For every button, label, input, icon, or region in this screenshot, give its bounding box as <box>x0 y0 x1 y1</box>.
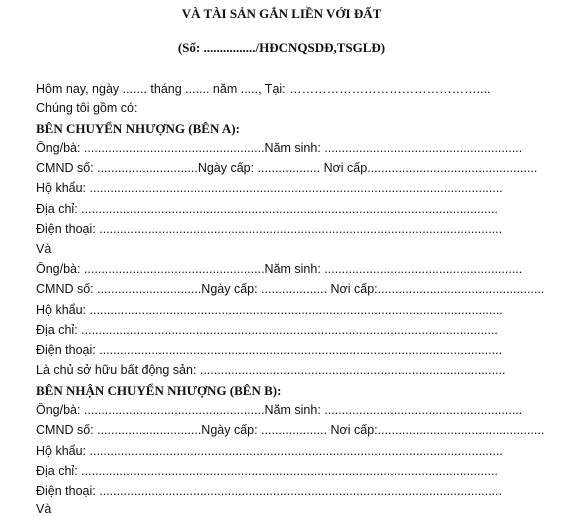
party-a-person1-phone: Điện thoại: .................................................................................................................... <box>36 222 503 236</box>
party-b-person1-id: CMND số: ..............................Ngày cấp: ................... Nơi cấp:................................................ <box>36 423 545 437</box>
party-a-and: Và <box>36 242 52 256</box>
party-a-person2-id: CMND số: ..............................Ngày cấp: ................... Nơi cấp:................................................ <box>36 282 545 296</box>
party-a-person1-address: Địa chỉ: ........................................................................................................................ <box>36 202 498 216</box>
party-a-owner-line: Là chủ sở hữu bất động sản: ........................................................................................ <box>36 363 506 377</box>
parties-intro: Chúng tôi gồm có: <box>36 101 138 115</box>
party-a-person1-name: Ông/bà: ....................................................Năm sinh: ......................................................... <box>36 141 523 155</box>
party-b-heading: BÊN NHẬN CHUYỂN NHƯỢNG (BÊN B): <box>36 383 282 398</box>
date-place-line: Hôm nay, ngày ....... tháng ....... năm ....., Tại: ……………………………………….... <box>36 82 491 96</box>
party-a-person1-household: Hộ khẩu: ....................................................................................................................... <box>36 181 503 195</box>
party-b-person1-phone: Điện thoại: .................................................................................................................... <box>36 484 503 498</box>
party-b-person1-household: Hộ khẩu: ....................................................................................................................... <box>36 444 503 458</box>
party-a-person2-phone: Điện thoại: .................................................................................................................... <box>36 343 503 357</box>
contract-number: (Số: ................/HĐCNQSDĐ,TSGLĐ) <box>177 40 386 55</box>
party-a-person1-id: CMND số: .............................Ngày cấp: .................. Nơi cấp................................................. <box>36 161 538 175</box>
contract-title: VÀ TÀI SẢN GẮN LIỀN VỚI ĐẤT <box>181 6 382 21</box>
party-a-person2-address: Địa chỉ: ........................................................................................................................ <box>36 323 498 337</box>
party-b-and: Và <box>36 502 52 516</box>
party-a-person2-household: Hộ khẩu: ....................................................................................................................... <box>36 303 503 317</box>
party-b-person1-name: Ông/bà: ....................................................Năm sinh: ......................................................... <box>36 403 523 417</box>
party-a-person2-name: Ông/bà: ....................................................Năm sinh: ......................................................... <box>36 262 523 276</box>
party-b-person1-address: Địa chỉ: ........................................................................................................................ <box>36 464 498 478</box>
party-a-heading: BÊN CHUYỂN NHƯỢNG (BÊN A): <box>36 121 240 136</box>
